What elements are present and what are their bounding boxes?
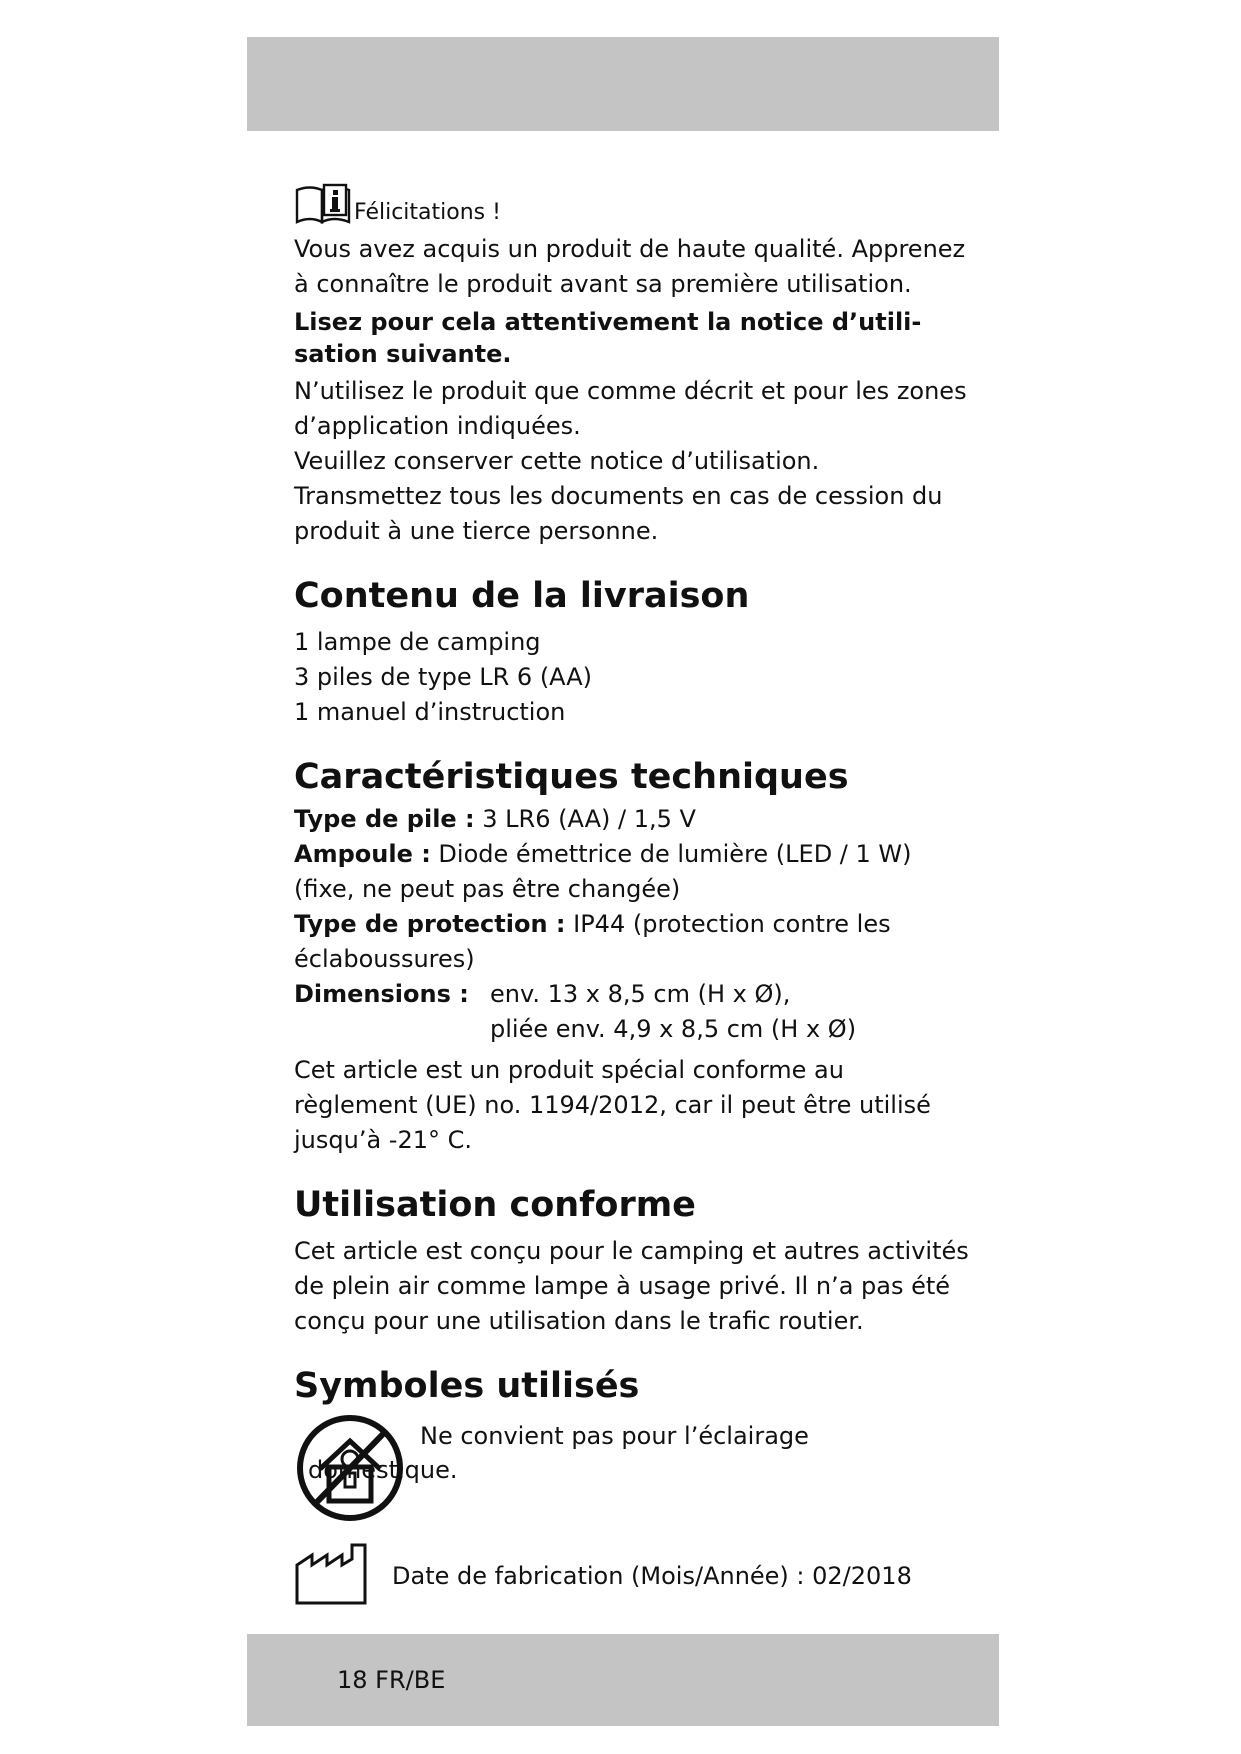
- intro-paragraph-3: N’utilisez le produit que comme décrit et pour les zones d’application indiquées.: [294, 377, 967, 440]
- spec-dimensions-label: Dimensions :: [294, 980, 469, 1008]
- page-number: 18 FR/BE: [337, 1666, 446, 1694]
- footer-bar: [247, 1634, 999, 1726]
- spec-bulb: [294, 837, 974, 907]
- delivery-heading: Contenu de la livraison: [294, 576, 750, 616]
- symbols-heading: Symboles utilisés: [294, 1366, 640, 1406]
- specs-heading: Caractéristiques techniques: [294, 757, 849, 797]
- delivery-item: 1 lampe de camping: [294, 628, 541, 656]
- spec-dimensions-line-2: pliée env. 4,9 x 8,5 cm (H x Ø): [490, 1015, 857, 1043]
- specs-block: [294, 802, 974, 1158]
- spec-bulb-label: Ampoule :: [294, 840, 431, 868]
- spec-protection-value: IP44 (protection contre les éclaboussures): [294, 910, 891, 973]
- spec-battery-label: Type de pile :: [294, 805, 475, 833]
- spec-note: Cet article est un produit spécial conforme au règlement (UE) no. 1194/2012, car il peut être utilisé jusqu’à -21° C.: [294, 1056, 931, 1154]
- congrats-text: Félicitations !: [354, 200, 501, 225]
- symbol-manufacture-date: [294, 1541, 974, 1611]
- intro-paragraph-1: Vous avez acquis un produit de haute qualité. Apprenez à connaître le produit avant sa première utilisation.: [294, 235, 966, 298]
- intro-bold-line-1: Lisez pour cela attentivement la notice d’utili-: [294, 308, 922, 336]
- no-household-text-line-1: Ne convient pas pour l’éclairage: [420, 1422, 809, 1450]
- header-bar: [247, 37, 999, 131]
- delivery-item: 1 manuel d’instruction: [294, 698, 566, 726]
- page-content: [294, 176, 974, 1611]
- congrats-row: [294, 176, 974, 228]
- spec-battery: [294, 802, 974, 837]
- info-book-icon: [294, 182, 354, 228]
- manufacture-date-text: Date de fabrication (Mois/Année) : 02/2018: [392, 1562, 912, 1590]
- manufacture-date-icon: [294, 1541, 368, 1607]
- spec-dimensions: [294, 977, 974, 1047]
- usage-heading: Utilisation conforme: [294, 1185, 696, 1225]
- intro-bold-line-2: sation suivante.: [294, 340, 512, 368]
- spec-protection: [294, 907, 974, 977]
- spec-bulb-value: Diode émettrice de lumière (LED / 1 W) (fixe, ne peut pas être changée): [294, 840, 912, 903]
- intro-paragraph-4: Veuillez conserver cette notice d’utilisation. Transmettez tous les documents en cas de cession du produit à une tierce personne.: [294, 447, 943, 545]
- delivery-item: 3 piles de type LR 6 (AA): [294, 663, 593, 691]
- spec-battery-value: 3 LR6 (AA) / 1,5 V: [474, 805, 696, 833]
- spec-protection-label: Type de protection :: [294, 910, 566, 938]
- spec-dimensions-line-1: env. 13 x 8,5 cm (H x Ø),: [490, 980, 791, 1008]
- spec-dimensions-values: [490, 977, 856, 1047]
- delivery-list: [294, 625, 974, 730]
- intro-paragraph-bold: [294, 306, 974, 370]
- no-household-text-line-2: domestique.: [308, 1456, 458, 1484]
- symbol-no-household: [294, 1413, 974, 1523]
- usage-text: Cet article est conçu pour le camping et autres activités de plein air comme lampe à usage privé. Il n’a pas été conçu pour une utilisation dans le trafic routier.: [294, 1237, 969, 1335]
